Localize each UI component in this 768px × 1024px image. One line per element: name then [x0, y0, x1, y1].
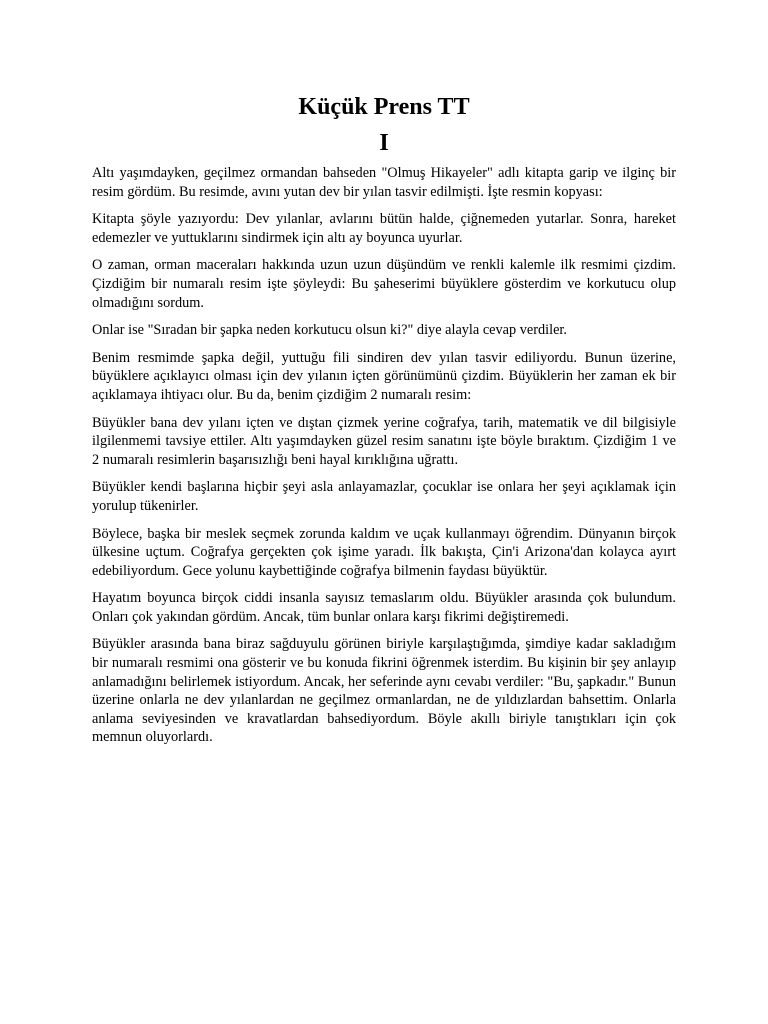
document-page — [92, 92, 676, 756]
chapter-heading: I — [379, 130, 389, 156]
paragraph-3: O zaman, orman maceraları hakkında uzun uzun düşündüm ve renkli kalemle ilk resmimi çizdim. Çizdiğim bir numaralı resim işte şöyleydi: Bu şaheserimi büyüklere gösterdim ve korkutucu olup olmadığını sordum. — [92, 257, 676, 311]
paragraph-8: Böylece, başka bir meslek seçmek zorunda kaldım ve uçak kullanmayı öğrendim. Dünyanın birçok ülkesine uçtum. Coğrafya gerçekten çok işime yaradı. İlk bakışta, Çin'i Arizona'dan kolayca ayırt edebiliyordum. Gece yolunu kaybettiğinde coğrafya bilmenin faydası büyüktür. — [92, 525, 676, 579]
paragraph-9: Hayatım boyunca birçok ciddi insanla sayısız temaslarım oldu. Büyükler arasında çok bulundum. Onları çok yakından gördüm. Ancak, tüm bunlar onlara karşı fikrimi değiştiremedi. — [92, 590, 676, 625]
paragraph-2: Kitapta şöyle yazıyordu: Dev yılanlar, avlarını bütün halde, çiğnemeden yutarlar. Sonra, hareket edemezler ve yuttuklarını sindirmek için altı ay boyunca uyurlar. — [92, 211, 676, 246]
paragraph-5: Benim resmimde şapka değil, yuttuğu fili sindiren dev yılan tasvir ediliyordu. Bunun üzerine, büyüklere açıklayıcı olması için dev yılanın içten görünümünü çizdim. Büyüklerin her zaman ek bir açıklamaya ihtiyacı olur. Bu da, benim çizdiğim 2 numaralı resim: — [92, 349, 676, 403]
paragraph-10: Büyükler arasında bana biraz sağduyulu görünen biriyle karşılaştığımda, şimdiye kadar sakladığım bir numaralı resmimi ona gösterir ve bu konuda fikrini öğrenmek isterdim. Bu kişinin bir şey anlayıp anlamadığını belirlemek istiyordum. Ancak, her seferinde aynı cevabı verdiler: "Bu, şapkadır." Bunun üzerine onlarla ne dev yılanlardan ne geçilmez ormanlardan, ne de yıldızlardan bahsettim. Onlarla anlama seviyesinden ve kravatlardan bahsediyordum. Böyle akıllı biriyle tanıştıkları için çok memnun oluyorlardı. — [92, 636, 676, 746]
paragraph-6: Büyükler bana dev yılanı içten ve dıştan çizmek yerine coğrafya, tarih, matematik ve dil bilgisiyle ilgilenmemi tavsiye ettiler. Altı yaşımdayken güzel resim sanatını işte böyle bıraktım. Çizdiğim 1 ve 2 numaralı resimlerin başarısızlığı beni hayal kırıklığına uğrattı. — [92, 414, 676, 468]
paragraph-7: Büyükler kendi başlarına hiçbir şeyi asla anlayamazlar, çocuklar ise onlara her şeyi açıklamak için yorulup tükenirler. — [92, 479, 676, 514]
paragraph-1: Altı yaşımdayken, geçilmez ormandan bahseden "Olmuş Hikayeler" adlı kitapta garip ve ilginç bir resim gördüm. Bu resimde, avını yutan dev bir yılan tasvir edilmişti. İşte resmin kopyası: — [92, 165, 676, 200]
paragraph-4: Onlar ise "Sıradan bir şapka neden korkutucu olsun ki?" diye alayla cevap verdiler. — [92, 322, 567, 339]
document-title: Küçük Prens TT — [298, 94, 470, 120]
